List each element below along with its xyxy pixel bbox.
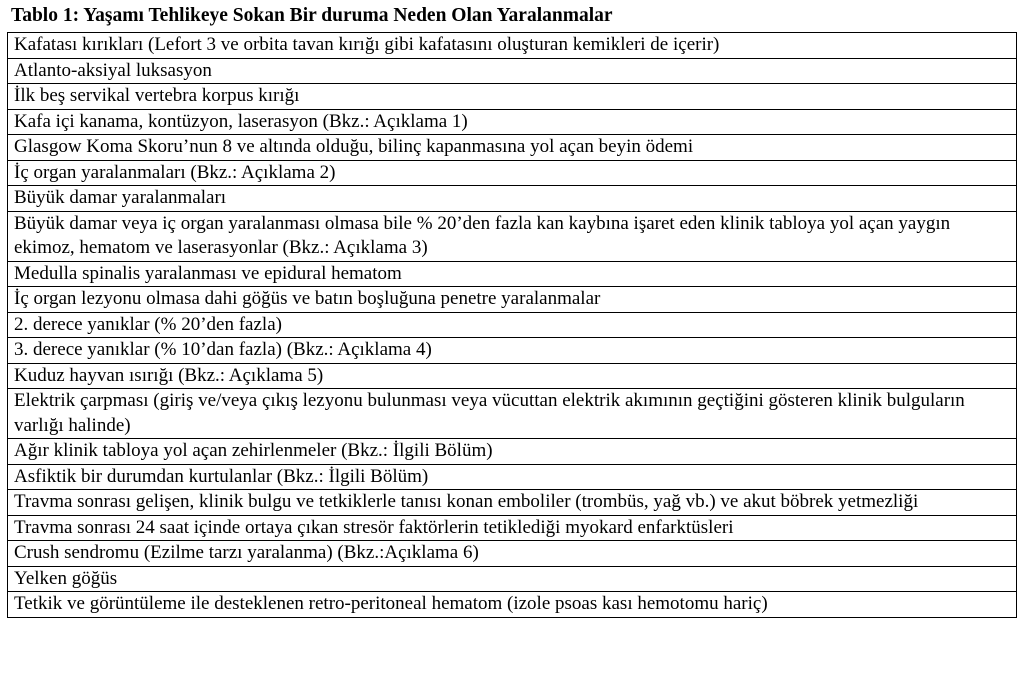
table-row: [8, 186, 1017, 212]
table-row: [8, 160, 1017, 186]
table-row: [8, 287, 1017, 313]
table-cell: Crush sendromu (Ezilme tarzı yaralanma) (Bkz.:Açıklama 6): [8, 541, 1017, 567]
table-cell: Kafa içi kanama, kontüzyon, laserasyon (Bkz.: Açıklama 1): [8, 109, 1017, 135]
table-row: [8, 541, 1017, 567]
table-row: [8, 592, 1017, 618]
table-cell: 3. derece yanıklar (% 10’dan fazla) (Bkz.: Açıklama 4): [8, 338, 1017, 364]
table-cell: Glasgow Koma Skoru’nun 8 ve altında olduğu, bilinç kapanmasına yol açan beyin ödemi: [8, 135, 1017, 161]
table-row: [8, 389, 1017, 439]
table-row: [8, 566, 1017, 592]
table-row: [8, 84, 1017, 110]
table-cell: Tetkik ve görüntüleme ile desteklenen retro-peritoneal hematom (izole psoas kası hemotomu hariç): [8, 592, 1017, 618]
table-row: [8, 312, 1017, 338]
table-cell: Atlanto-aksiyal luksasyon: [8, 58, 1017, 84]
table-cell: Travma sonrası 24 saat içinde ortaya çıkan stresör faktörlerin tetiklediği myokard enfarktüsleri: [8, 515, 1017, 541]
table-cell: Medulla spinalis yaralanması ve epidural hematom: [8, 261, 1017, 287]
table-cell: İç organ yaralanmaları (Bkz.: Açıklama 2): [8, 160, 1017, 186]
table-row: [8, 338, 1017, 364]
table-title: Tablo 1: Yaşamı Tehlikeye Sokan Bir duruma Neden Olan Yaralanmalar: [11, 5, 613, 26]
table-row: [8, 58, 1017, 84]
table-row: [8, 490, 1017, 516]
table-cell: İç organ lezyonu olmasa dahi göğüs ve batın boşluğuna penetre yaralanmalar: [8, 287, 1017, 313]
table-cell: Travma sonrası gelişen, klinik bulgu ve tetkiklerle tanısı konan emboliler (trombüs, yağ vb.) ve akut böbrek yetmezliği: [8, 490, 1017, 516]
table-cell: Asfiktik bir durumdan kurtulanlar (Bkz.: İlgili Bölüm): [8, 464, 1017, 490]
table-cell: Büyük damar veya iç organ yaralanması olmasa bile % 20’den fazla kan kaybına işaret eden klinik tabloya yol açan yaygın ekimoz, hematom ve laserasyonlar (Bkz.: Açıklama 3): [8, 211, 1017, 261]
table-row: [8, 135, 1017, 161]
table-row: [8, 211, 1017, 261]
injury-table: [7, 32, 1017, 618]
table-cell: Kafatası kırıkları (Lefort 3 ve orbita tavan kırığı gibi kafatasını oluşturan kemikleri de içerir): [8, 33, 1017, 59]
table-cell: Kuduz hayvan ısırığı (Bkz.: Açıklama 5): [8, 363, 1017, 389]
table-row: [8, 439, 1017, 465]
table-row: [8, 261, 1017, 287]
table-row: [8, 33, 1017, 59]
table-cell: Elektrik çarpması (giriş ve/veya çıkış lezyonu bulunması veya vücuttan elektrik akımının geçtiğini gösteren klinik bulguların varlığı halinde): [8, 389, 1017, 439]
table-row: [8, 515, 1017, 541]
table-cell: Yelken göğüs: [8, 566, 1017, 592]
table-cell: İlk beş servikal vertebra korpus kırığı: [8, 84, 1017, 110]
table-row: [8, 109, 1017, 135]
table-cell: Büyük damar yaralanmaları: [8, 186, 1017, 212]
table-row: [8, 363, 1017, 389]
table-cell: Ağır klinik tabloya yol açan zehirlenmeler (Bkz.: İlgili Bölüm): [8, 439, 1017, 465]
table-cell: 2. derece yanıklar (% 20’den fazla): [8, 312, 1017, 338]
table-row: [8, 464, 1017, 490]
